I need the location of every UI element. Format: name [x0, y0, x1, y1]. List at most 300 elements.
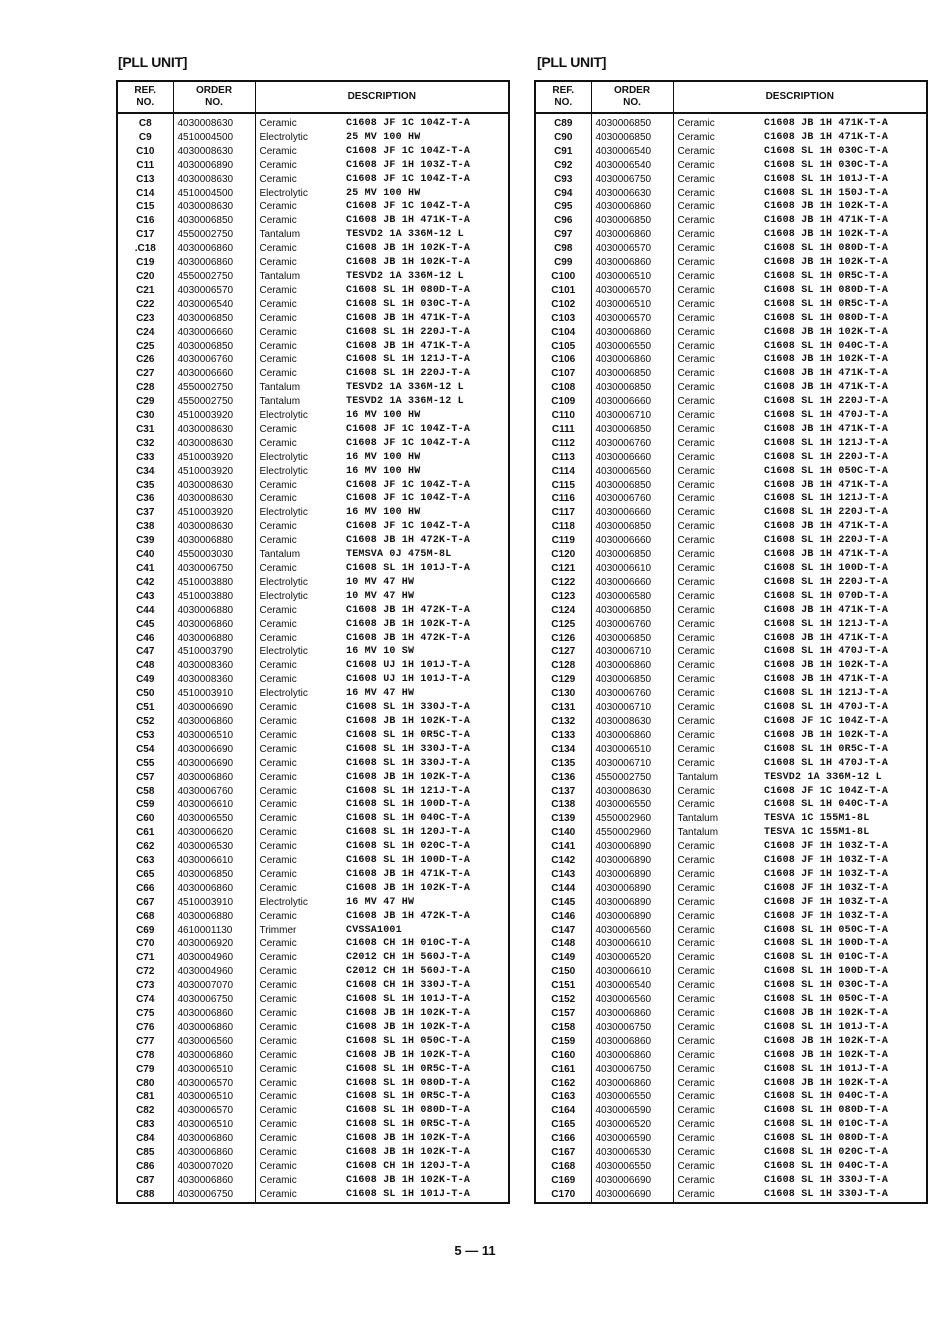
table-row — [117, 1090, 509, 1104]
table-row — [117, 187, 509, 201]
ref-no-cell: C168 — [535, 1160, 591, 1174]
order-no-cell: 4030006860 — [591, 228, 673, 242]
part-code-cell: C1608 SL 1H 150J-T-A — [764, 187, 889, 199]
parts-table-right — [534, 80, 928, 1204]
ref-no-cell: C129 — [535, 673, 591, 687]
ref-no-cell: C53 — [117, 729, 173, 743]
type-cell: Ceramic — [677, 1133, 715, 1145]
order-no-cell: 4030006860 — [173, 1021, 255, 1035]
part-code-cell: C1608 JB 1H 102K-T-A — [346, 1147, 471, 1159]
ref-no-cell: C45 — [117, 618, 173, 632]
table-row — [535, 520, 927, 534]
part-code-cell: C1608 SL 1H 120J-T-A — [346, 827, 471, 839]
part-code-cell: C1608 JB 1H 102K-T-A — [346, 771, 471, 783]
table-row — [117, 840, 509, 854]
ref-no-cell: C128 — [535, 659, 591, 673]
part-code-cell: 16 MV 10 SW — [346, 646, 415, 658]
order-no-cell: 4030006690 — [591, 1174, 673, 1188]
table-row — [117, 937, 509, 951]
order-no-cell: 4030006560 — [591, 465, 673, 479]
table-row — [535, 437, 927, 451]
part-code-cell: C1608 SL 1H 070D-T-A — [764, 590, 889, 602]
part-code-cell: C1608 JF 1H 103Z-T-A — [346, 159, 471, 171]
part-code-cell: CVSSA1001 — [346, 924, 402, 936]
part-code-cell: C1608 JF 1H 103Z-T-A — [764, 868, 889, 880]
ref-no-cell: C28 — [117, 381, 173, 395]
ref-no-cell: C92 — [535, 159, 591, 173]
part-code-cell: C1608 JB 1H 102K-T-A — [764, 326, 889, 338]
part-code-cell: C1608 UJ 1H 101J-T-A — [346, 660, 471, 672]
ref-no-cell: C58 — [117, 785, 173, 799]
type-cell: Trimmer — [259, 924, 297, 936]
ref-no-cell: C67 — [117, 896, 173, 910]
ref-no-cell: C150 — [535, 965, 591, 979]
type-cell: Ceramic — [677, 632, 715, 644]
table-row — [535, 868, 927, 882]
type-cell: Tantalum — [259, 382, 301, 394]
type-cell: Tantalum — [259, 549, 301, 561]
type-cell: Electrolytic — [259, 131, 308, 143]
order-no-cell: 4030006520 — [591, 1118, 673, 1132]
type-cell: Ceramic — [677, 618, 715, 630]
ref-no-cell: C21 — [117, 284, 173, 298]
type-cell: Tantalum — [677, 771, 719, 783]
part-code-cell: C1608 SL 1H 050C-T-A — [764, 924, 889, 936]
table-row — [117, 200, 509, 214]
table-row — [535, 951, 927, 965]
part-code-cell: C1608 JB 1H 102K-T-A — [764, 729, 889, 741]
table-row — [535, 910, 927, 924]
ref-no-cell: C10 — [117, 145, 173, 159]
page-number: 5 — 11 — [454, 1243, 496, 1258]
ref-no-cell: C142 — [535, 854, 591, 868]
order-no-cell: 4030006750 — [591, 1021, 673, 1035]
table-row — [117, 465, 509, 479]
ref-no-cell: C152 — [535, 993, 591, 1007]
ref-no-cell: C81 — [117, 1090, 173, 1104]
order-no-cell: 4030006890 — [591, 896, 673, 910]
part-code-cell: C1608 SL 1H 080D-T-A — [764, 1133, 889, 1145]
table-row — [535, 534, 927, 548]
part-code-cell: C1608 JB 1H 472K-T-A — [346, 632, 471, 644]
type-cell: Ceramic — [259, 159, 297, 171]
order-no-cell: 4030006890 — [591, 910, 673, 924]
type-cell: Ceramic — [677, 910, 715, 922]
type-cell: Ceramic — [677, 757, 715, 769]
part-code-cell: C1608 JB 1H 102K-T-A — [346, 618, 471, 630]
table-row — [535, 1174, 927, 1188]
ref-no-cell: C114 — [535, 465, 591, 479]
part-code-cell: TESVD2 1A 336M-12 L — [346, 229, 464, 241]
table-row — [535, 409, 927, 423]
ref-no-cell: C120 — [535, 548, 591, 562]
ref-no-cell: C117 — [535, 506, 591, 520]
order-no-cell: 4550002750 — [173, 395, 255, 409]
ref-no-header: REF. NO. — [117, 81, 173, 113]
order-no-cell: 4030006660 — [591, 451, 673, 465]
ref-no-cell: C161 — [535, 1063, 591, 1077]
order-no-cell: 4030008630 — [591, 715, 673, 729]
type-cell: Tantalum — [259, 270, 301, 282]
part-code-cell: C1608 SL 1H 220J-T-A — [764, 507, 889, 519]
table-row — [535, 492, 927, 506]
ref-no-cell: C40 — [117, 548, 173, 562]
order-no-cell: 4030006750 — [173, 562, 255, 576]
type-cell: Ceramic — [677, 799, 715, 811]
order-no-cell: 4030006860 — [173, 1007, 255, 1021]
order-no-cell: 4030006750 — [173, 1188, 255, 1203]
ref-no-cell: C82 — [117, 1104, 173, 1118]
order-no-cell: 4030006760 — [591, 492, 673, 506]
part-code-cell: C1608 SL 1H 220J-T-A — [346, 368, 471, 380]
order-no-cell: 4030006630 — [591, 187, 673, 201]
type-cell: Ceramic — [259, 729, 297, 741]
type-cell: Ceramic — [677, 1119, 715, 1131]
part-code-cell: C1608 JF 1H 103Z-T-A — [764, 896, 889, 908]
part-code-cell: C1608 SL 1H 0R5C-T-A — [346, 729, 471, 741]
part-code-cell: C1608 JB 1H 471K-T-A — [764, 368, 889, 380]
type-cell: Ceramic — [677, 896, 715, 908]
part-code-cell: C1608 JB 1H 471K-T-A — [764, 382, 889, 394]
table-row — [117, 228, 509, 242]
ref-no-cell: C49 — [117, 673, 173, 687]
ref-no-cell: C73 — [117, 979, 173, 993]
part-code-cell: C1608 JB 1H 471K-T-A — [764, 674, 889, 686]
order-no-cell: 4030006570 — [173, 1077, 255, 1091]
part-code-cell: TESVD2 1A 336M-12 L — [764, 771, 882, 783]
type-cell: Electrolytic — [259, 688, 308, 700]
order-no-cell: 4030006890 — [591, 868, 673, 882]
order-no-cell: 4030008630 — [173, 423, 255, 437]
order-no-cell: 4030006530 — [173, 840, 255, 854]
part-code-cell: C1608 SL 1H 100D-T-A — [764, 966, 889, 978]
part-code-cell: C1608 JB 1H 102K-T-A — [764, 1077, 889, 1089]
ref-no-cell: C84 — [117, 1132, 173, 1146]
ref-no-cell: C133 — [535, 729, 591, 743]
type-cell: Ceramic — [677, 841, 715, 853]
part-code-cell: C1608 JF 1C 104Z-T-A — [346, 493, 471, 505]
order-no-cell: 4030006550 — [591, 340, 673, 354]
table-row — [535, 1188, 927, 1203]
type-cell: Ceramic — [677, 187, 715, 199]
type-cell: Ceramic — [677, 118, 715, 129]
type-cell: Ceramic — [259, 1021, 297, 1033]
ref-no-cell: C80 — [117, 1077, 173, 1091]
part-code-cell: C1608 SL 1H 220J-T-A — [764, 576, 889, 588]
ref-no-cell: C13 — [117, 173, 173, 187]
order-no-cell: 4030004960 — [173, 965, 255, 979]
ref-no-cell: C146 — [535, 910, 591, 924]
part-code-cell: C1608 SL 1H 330J-T-A — [764, 1188, 889, 1200]
part-code-cell: C1608 JB 1H 102K-T-A — [346, 715, 471, 727]
type-cell: Ceramic — [677, 576, 715, 588]
type-cell: Ceramic — [677, 1174, 715, 1186]
type-cell: Ceramic — [677, 994, 715, 1006]
table-row — [117, 479, 509, 493]
part-code-cell: C2012 CH 1H 560J-T-A — [346, 966, 471, 978]
type-cell: Ceramic — [677, 1147, 715, 1159]
table-row — [117, 979, 509, 993]
order-no-cell: 4030006860 — [591, 200, 673, 214]
part-code-cell: C1608 SL 1H 220J-T-A — [764, 451, 889, 463]
type-cell: Ceramic — [677, 243, 715, 255]
order-no-cell: 4030006610 — [173, 854, 255, 868]
ref-no-cell: C100 — [535, 270, 591, 284]
part-code-cell: C1608 SL 1H 020C-T-A — [346, 841, 471, 853]
part-code-cell: C1608 SL 1H 0R5C-T-A — [346, 1091, 471, 1103]
ref-no-cell: C35 — [117, 479, 173, 493]
ref-no-cell: C62 — [117, 840, 173, 854]
type-cell: Ceramic — [677, 257, 715, 269]
part-code-cell: 10 MV 47 HW — [346, 590, 415, 602]
type-cell: Ceramic — [259, 1188, 297, 1200]
ref-no-cell: C95 — [535, 200, 591, 214]
ref-no-cell: C124 — [535, 604, 591, 618]
type-cell: Ceramic — [259, 938, 297, 950]
ref-no-cell: C38 — [117, 520, 173, 534]
table-row — [117, 965, 509, 979]
type-cell: Ceramic — [259, 855, 297, 867]
part-code-cell: C1608 CH 1H 120J-T-A — [346, 1160, 471, 1172]
table-row — [535, 548, 927, 562]
order-no-cell: 4030006850 — [591, 131, 673, 145]
ref-no-cell: C157 — [535, 1007, 591, 1021]
ref-no-cell: C42 — [117, 576, 173, 590]
order-no-cell: 4030006750 — [591, 173, 673, 187]
part-code-cell: C1608 JB 1H 471K-T-A — [764, 521, 889, 533]
ref-no-cell: C37 — [117, 506, 173, 520]
table-row — [117, 715, 509, 729]
part-code-cell: C1608 SL 1H 121J-T-A — [346, 354, 471, 366]
table-row — [535, 451, 927, 465]
type-cell: Ceramic — [677, 368, 715, 380]
order-no-cell: 4030006760 — [591, 687, 673, 701]
order-no-cell: 4030006550 — [591, 1160, 673, 1174]
type-cell: Ceramic — [259, 618, 297, 630]
ref-no-cell: C96 — [535, 214, 591, 228]
type-cell: Ceramic — [677, 868, 715, 880]
ref-no-cell: C54 — [117, 743, 173, 757]
ref-no-cell: C105 — [535, 340, 591, 354]
part-code-cell: C1608 SL 1H 100D-T-A — [346, 855, 471, 867]
table-row — [535, 785, 927, 799]
order-no-cell: 4030006890 — [173, 159, 255, 173]
type-cell: Ceramic — [259, 910, 297, 922]
part-code-cell: C1608 JB 1H 102K-T-A — [764, 1035, 889, 1047]
ref-no-cell: C29 — [117, 395, 173, 409]
type-cell: Ceramic — [259, 994, 297, 1006]
table-header — [117, 81, 509, 113]
type-cell: Ceramic — [677, 298, 715, 310]
type-cell: Electrolytic — [259, 507, 308, 519]
type-cell: Ceramic — [677, 563, 715, 574]
order-no-cell: 4550002960 — [591, 826, 673, 840]
table-row — [117, 1174, 509, 1188]
order-no-cell: 4610001130 — [173, 924, 255, 938]
part-code-cell: C1608 JB 1H 471K-T-A — [764, 423, 889, 435]
type-cell: Tantalum — [677, 813, 719, 825]
part-code-cell: C1608 JB 1H 471K-T-A — [764, 604, 889, 616]
part-code-cell: C1608 SL 1H 101J-T-A — [346, 994, 471, 1006]
table-header — [535, 81, 927, 113]
order-no-cell: 4550002750 — [173, 228, 255, 242]
order-no-cell: 4030006510 — [173, 1118, 255, 1132]
ref-no-cell: C77 — [117, 1035, 173, 1049]
part-code-cell: C1608 SL 1H 101J-T-A — [346, 1188, 471, 1200]
table-row — [117, 131, 509, 145]
ref-no-cell: C86 — [117, 1160, 173, 1174]
ref-no-cell: C89 — [535, 113, 591, 131]
part-code-cell: TESVD2 1A 336M-12 L — [346, 270, 464, 282]
table-row — [535, 1104, 927, 1118]
table-row — [117, 326, 509, 340]
ref-no-cell: C126 — [535, 632, 591, 646]
type-cell: Ceramic — [677, 604, 715, 616]
type-cell: Ceramic — [259, 145, 297, 157]
part-code-cell: C1608 SL 1H 080D-T-A — [764, 1105, 889, 1117]
ref-no-cell: C26 — [117, 353, 173, 367]
table-row — [535, 353, 927, 367]
table-row — [535, 1132, 927, 1146]
table-row — [117, 576, 509, 590]
part-code-cell: C1608 JB 1H 471K-T-A — [764, 632, 889, 644]
ref-no-cell: C23 — [117, 312, 173, 326]
part-code-cell: C1608 SL 1H 330J-T-A — [764, 1174, 889, 1186]
order-no-cell: 4030006660 — [591, 506, 673, 520]
type-cell: Ceramic — [677, 729, 715, 741]
ref-no-cell: C68 — [117, 910, 173, 924]
type-cell: Ceramic — [259, 423, 297, 435]
type-cell: Ceramic — [259, 479, 297, 491]
ref-no-cell: C76 — [117, 1021, 173, 1035]
table-row — [535, 256, 927, 270]
part-code-cell: C2012 CH 1H 560J-T-A — [346, 952, 471, 964]
order-no-cell: 4030006880 — [173, 632, 255, 646]
part-code-cell: 25 MV 100 HW — [346, 187, 421, 199]
table-row — [535, 113, 927, 131]
ref-no-cell: C139 — [535, 812, 591, 826]
ref-no-cell: C108 — [535, 381, 591, 395]
type-cell: Ceramic — [677, 715, 715, 727]
ref-no-cell: C165 — [535, 1118, 591, 1132]
part-code-cell: C1608 JB 1H 102K-T-A — [764, 1049, 889, 1061]
order-no-cell: 4030006880 — [173, 534, 255, 548]
part-code-cell: C1608 SL 1H 050C-T-A — [764, 465, 889, 477]
order-no-cell: 4510004500 — [173, 187, 255, 201]
ref-no-cell: C8 — [117, 113, 173, 131]
part-code-cell: C1608 SL 1H 040C-T-A — [764, 799, 889, 811]
type-cell: Ceramic — [677, 479, 715, 491]
table-row — [535, 284, 927, 298]
table-row — [117, 924, 509, 938]
ref-no-cell: C16 — [117, 214, 173, 228]
table-row — [535, 673, 927, 687]
part-code-cell: C1608 JB 1H 471K-T-A — [764, 549, 889, 561]
order-no-cell: 4030006860 — [591, 659, 673, 673]
part-code-cell: TESVA 1C 155M1-8L — [764, 827, 870, 839]
ref-no-cell: C69 — [117, 924, 173, 938]
part-code-cell: C1608 JB 1H 471K-T-A — [764, 118, 889, 129]
order-no-cell: 4030006860 — [173, 242, 255, 256]
ref-no-cell: C131 — [535, 701, 591, 715]
order-no-cell: 4030006760 — [173, 785, 255, 799]
type-cell: Ceramic — [677, 382, 715, 394]
type-cell: Ceramic — [677, 326, 715, 338]
order-no-cell: 4030006590 — [591, 1104, 673, 1118]
ref-no-cell: C162 — [535, 1077, 591, 1091]
part-code-cell: TESVA 1C 155M1-8L — [764, 813, 870, 825]
order-no-cell: 4030006750 — [173, 993, 255, 1007]
table-row — [535, 562, 927, 576]
part-code-cell: C1608 JF 1C 104Z-T-A — [346, 479, 471, 491]
order-no-cell: 4030006540 — [173, 298, 255, 312]
type-cell: Ceramic — [259, 1008, 297, 1019]
order-no-cell: 4030006560 — [591, 924, 673, 938]
type-cell: Electrolytic — [259, 451, 308, 463]
type-cell: Ceramic — [677, 660, 715, 672]
type-cell: Electrolytic — [259, 576, 308, 588]
order-no-cell: 4550002960 — [591, 812, 673, 826]
ref-no-cell: C43 — [117, 590, 173, 604]
order-no-cell: 4510003920 — [173, 409, 255, 423]
order-no-cell: 4510003910 — [173, 687, 255, 701]
ref-no-cell: C109 — [535, 395, 591, 409]
part-code-cell: C1608 JF 1C 104Z-T-A — [346, 437, 471, 449]
table-row — [117, 882, 509, 896]
part-code-cell: 16 MV 100 HW — [346, 465, 421, 477]
part-code-cell: C1608 SL 1H 220J-T-A — [764, 396, 889, 408]
type-cell: Ceramic — [259, 868, 297, 880]
part-code-cell: C1608 CH 1H 330J-T-A — [346, 980, 471, 992]
type-cell: Ceramic — [259, 521, 297, 533]
order-no-cell: 4030008630 — [173, 492, 255, 506]
ref-no-cell: C132 — [535, 715, 591, 729]
table-row — [117, 910, 509, 924]
type-cell: Ceramic — [677, 173, 715, 185]
order-no-cell: 4030006850 — [173, 340, 255, 354]
type-cell: Ceramic — [259, 771, 297, 783]
part-code-cell: C1608 SL 1H 0R5C-T-A — [346, 1063, 471, 1075]
type-cell: Ceramic — [259, 841, 297, 853]
table-row — [117, 340, 509, 354]
part-code-cell: TEMSVA 0J 475M-8L — [346, 549, 452, 561]
table-row — [535, 145, 927, 159]
type-cell: Ceramic — [259, 757, 297, 769]
order-no-cell: 4510003790 — [173, 645, 255, 659]
type-cell: Ceramic — [677, 924, 715, 936]
order-no-cell: 4030006860 — [591, 729, 673, 743]
type-cell: Ceramic — [677, 229, 715, 241]
order-no-cell: 4030006860 — [591, 256, 673, 270]
ref-no-cell: C32 — [117, 437, 173, 451]
type-cell: Ceramic — [259, 1063, 297, 1075]
part-code-cell: C1608 SL 1H 040C-T-A — [764, 1160, 889, 1172]
table-row — [117, 1077, 509, 1091]
ref-no-cell: C11 — [117, 159, 173, 173]
table-row — [117, 367, 509, 381]
ref-no-cell: C98 — [535, 242, 591, 256]
ref-no-cell: C41 — [117, 562, 173, 576]
type-cell: Ceramic — [677, 980, 715, 992]
part-code-cell: C1608 SL 1H 040C-T-A — [346, 813, 471, 825]
table-row — [117, 506, 509, 520]
table-row — [535, 131, 927, 145]
table-row — [535, 340, 927, 354]
table-row — [535, 312, 927, 326]
part-code-cell: C1608 JB 1H 102K-T-A — [346, 1133, 471, 1145]
part-code-cell: C1608 JF 1H 103Z-T-A — [764, 910, 889, 922]
ref-no-cell: C51 — [117, 701, 173, 715]
